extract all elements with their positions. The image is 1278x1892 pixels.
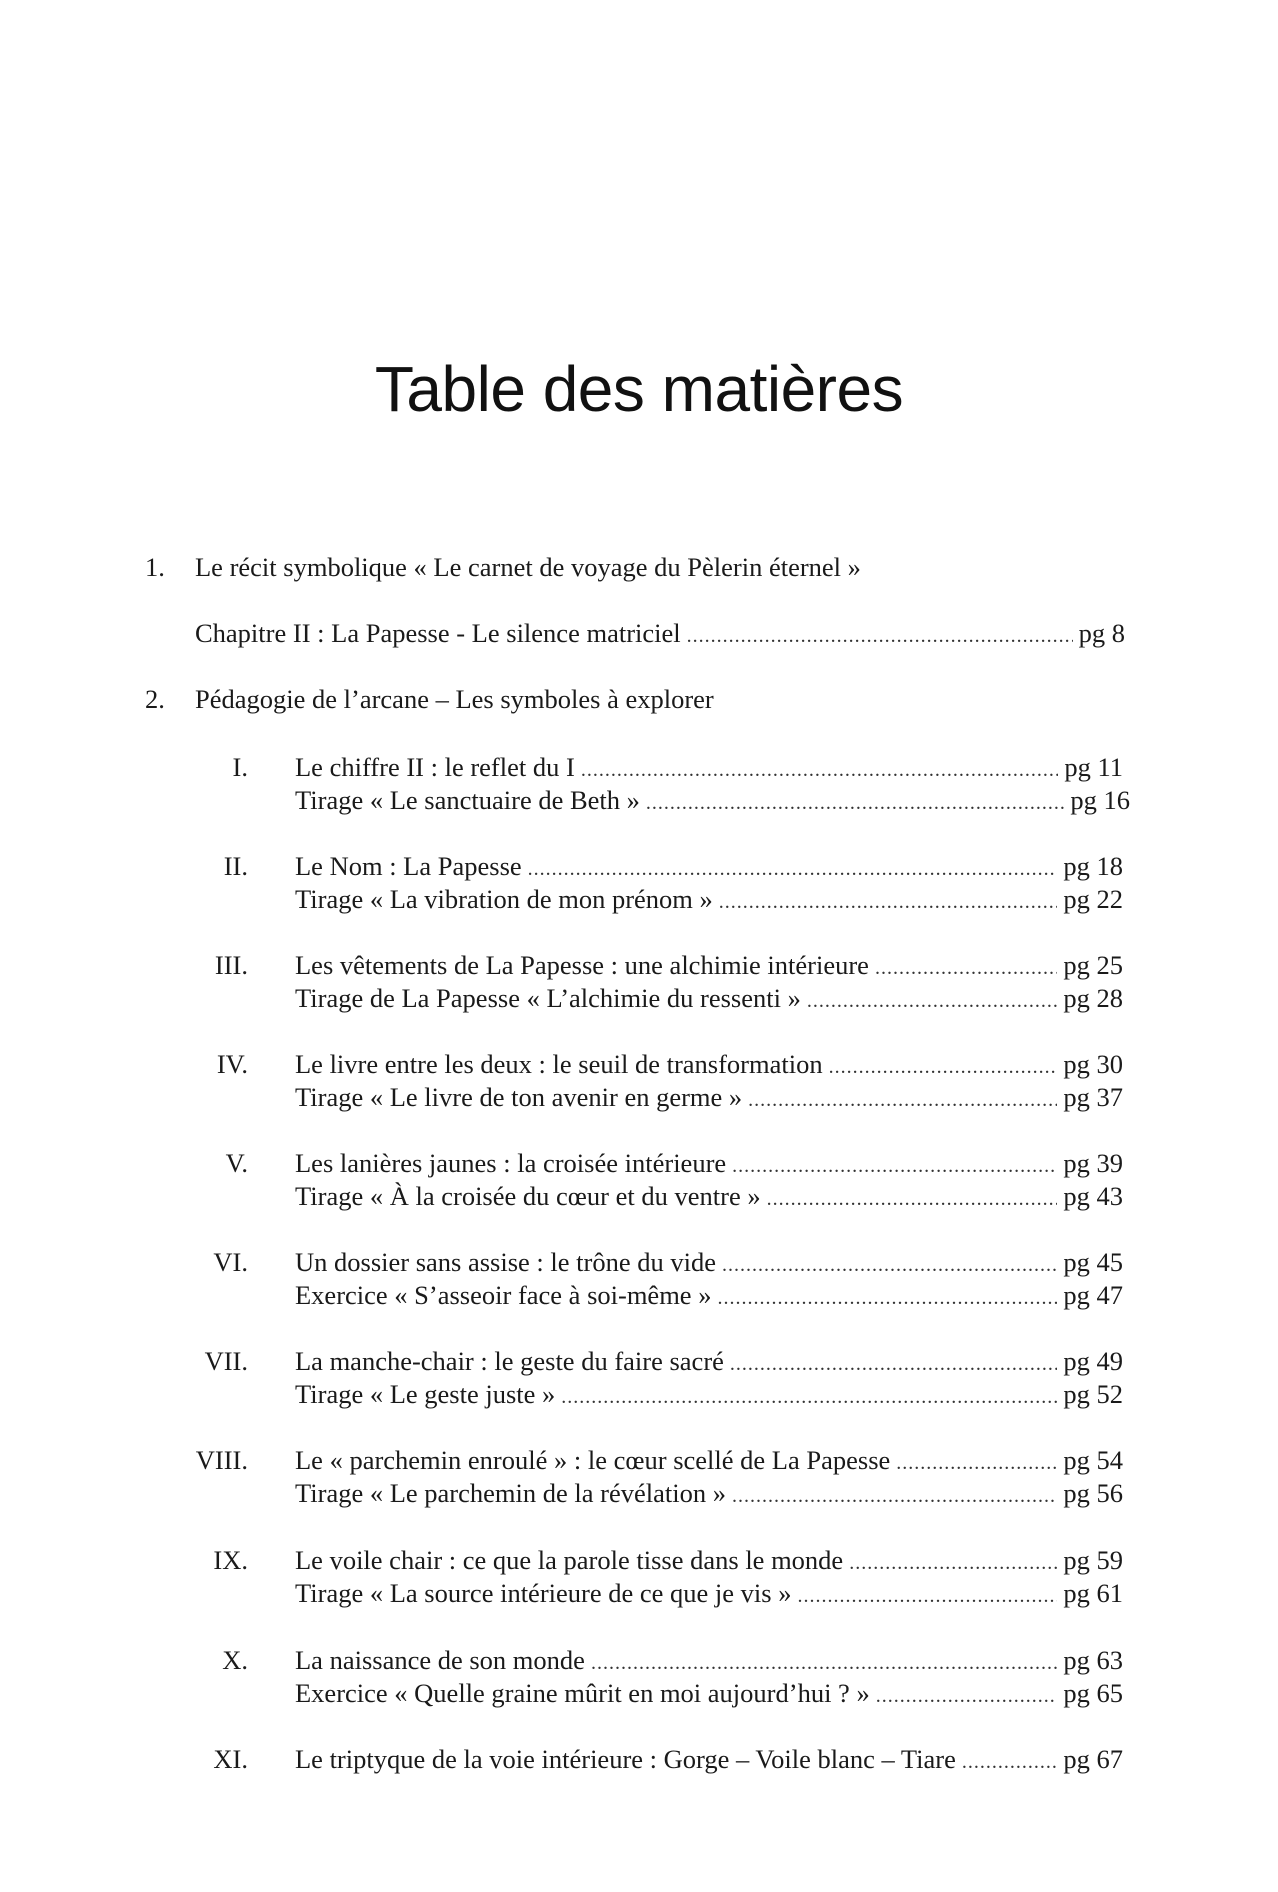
entry-page: pg 43 xyxy=(1063,1181,1123,1211)
entry-label: Le « parchemin enroulé » : le cœur scellé de La Papesse xyxy=(295,1445,891,1475)
entry-page: pg 28 xyxy=(1063,983,1123,1013)
leader-dots xyxy=(748,1089,1057,1112)
leader-dots xyxy=(732,1155,1057,1178)
roman-numeral: X. xyxy=(222,1645,248,1675)
leader-dots xyxy=(591,1652,1057,1675)
leader-dots xyxy=(797,1585,1057,1608)
toc-entry[interactable] xyxy=(295,785,1130,816)
entry-page: pg 30 xyxy=(1063,1049,1123,1079)
entry-page: pg 18 xyxy=(1063,851,1123,881)
entry-label: Tirage « À la croisée du cœur et du ventre » xyxy=(295,1181,761,1211)
entry-page: pg 65 xyxy=(1063,1678,1123,1708)
leader-dots xyxy=(876,1685,1058,1708)
toc-entry[interactable] xyxy=(295,1545,1123,1576)
entry-page: pg 67 xyxy=(1063,1744,1123,1774)
roman-numeral: III. xyxy=(214,950,248,980)
entry-page: pg 25 xyxy=(1063,950,1123,980)
entry-label: Chapitre II : La Papesse - Le silence matriciel xyxy=(195,618,681,648)
entry-page: pg 37 xyxy=(1063,1082,1123,1112)
entry-label: Tirage de La Papesse « L’alchimie du ressenti » xyxy=(295,983,801,1013)
toc-entry[interactable] xyxy=(295,1744,1123,1775)
toc-entry[interactable] xyxy=(295,1247,1123,1278)
entry-label: Exercice « Quelle graine mûrit en moi aujourd’hui ? » xyxy=(295,1678,870,1708)
roman-numeral: VII. xyxy=(204,1346,248,1376)
leader-dots xyxy=(807,990,1058,1013)
part-label: Pédagogie de l’arcane – Les symboles à explorer xyxy=(195,684,714,714)
leader-dots xyxy=(849,1552,1057,1575)
part-label: Le récit symbolique « Le carnet de voyage du Pèlerin éternel » xyxy=(195,552,861,582)
toc-entry[interactable] xyxy=(295,1148,1123,1179)
entry-page: pg 49 xyxy=(1063,1346,1123,1376)
roman-numeral: I. xyxy=(232,752,248,782)
entry-label: Les vêtements de La Papesse : une alchimie intérieure xyxy=(295,950,869,980)
entry-page: pg 61 xyxy=(1063,1578,1123,1608)
toc-entry[interactable] xyxy=(295,1678,1123,1709)
entry-label: La naissance de son monde xyxy=(295,1645,585,1675)
roman-numeral: V. xyxy=(225,1148,248,1178)
leader-dots xyxy=(646,792,1064,815)
toc-entry[interactable] xyxy=(295,851,1123,882)
leader-dots xyxy=(717,1287,1057,1310)
toc-entry[interactable] xyxy=(295,1280,1123,1311)
entry-label: Un dossier sans assise : le trône du vide xyxy=(295,1247,716,1277)
toc-entry[interactable] xyxy=(295,1082,1123,1113)
toc-entry[interactable] xyxy=(295,884,1123,915)
leader-dots xyxy=(722,1254,1057,1277)
part-number: 2. xyxy=(145,684,165,714)
toc-entry[interactable] xyxy=(295,1049,1123,1080)
leader-dots xyxy=(719,891,1058,914)
roman-numeral: XI. xyxy=(213,1744,248,1774)
entry-page: pg 63 xyxy=(1063,1645,1123,1675)
entry-label: Tirage « Le livre de ton avenir en germe » xyxy=(295,1082,743,1112)
entry-page: pg 47 xyxy=(1063,1280,1123,1310)
toc-entry[interactable] xyxy=(295,950,1123,981)
toc-entry[interactable] xyxy=(295,1445,1123,1476)
toc-entry[interactable] xyxy=(295,752,1123,783)
entry-label: Tirage « La source intérieure de ce que je vis » xyxy=(295,1578,792,1608)
entry-page: pg 16 xyxy=(1070,785,1130,815)
leader-dots xyxy=(687,625,1073,648)
leader-dots xyxy=(875,957,1057,980)
leader-dots xyxy=(767,1188,1058,1211)
part-1 xyxy=(145,552,861,583)
entry-label: Le voile chair : ce que la parole tisse dans le monde xyxy=(295,1545,844,1575)
entry-label: La manche-chair : le geste du faire sacré xyxy=(295,1346,724,1376)
toc-entry[interactable] xyxy=(295,1181,1123,1212)
entry-page: pg 54 xyxy=(1063,1445,1123,1475)
toc-entry-chapter-ii[interactable] xyxy=(195,618,1125,649)
roman-numeral: IV. xyxy=(216,1049,248,1079)
entry-page: pg 45 xyxy=(1063,1247,1123,1277)
entry-page: pg 22 xyxy=(1063,884,1123,914)
entry-page: pg 39 xyxy=(1063,1148,1123,1178)
entry-label: Exercice « S’asseoir face à soi-même » xyxy=(295,1280,712,1310)
toc-entry[interactable] xyxy=(295,1578,1123,1609)
page-title: Table des matières xyxy=(374,353,904,425)
entry-page: pg 56 xyxy=(1063,1478,1123,1508)
leader-dots xyxy=(896,1452,1057,1475)
entry-label: Tirage « Le parchemin de la révélation » xyxy=(295,1478,726,1508)
entry-label: Le triptyque de la voie intérieure : Gorge – Voile blanc – Tiare xyxy=(295,1744,956,1774)
entry-label: Les lanières jaunes : la croisée intérieure xyxy=(295,1148,727,1178)
roman-numeral: II. xyxy=(223,851,248,881)
entry-label: Le Nom : La Papesse xyxy=(295,851,522,881)
toc-entry[interactable] xyxy=(295,1346,1123,1377)
entry-label: Le chiffre II : le reflet du I xyxy=(295,752,575,782)
entry-label: Tirage « Le sanctuaire de Beth » xyxy=(295,785,640,815)
entry-page: pg 8 xyxy=(1078,618,1125,648)
toc-entry[interactable] xyxy=(295,1645,1123,1676)
part-number: 1. xyxy=(145,552,165,582)
toc-entry[interactable] xyxy=(295,983,1123,1014)
part-2 xyxy=(145,684,714,715)
leader-dots xyxy=(730,1353,1057,1376)
toc-entry[interactable] xyxy=(295,1478,1123,1509)
entry-page: pg 11 xyxy=(1064,752,1123,782)
entry-page: pg 52 xyxy=(1063,1379,1123,1409)
entry-label: Tirage « Le geste juste » xyxy=(295,1379,556,1409)
entry-label: Tirage « La vibration de mon prénom » xyxy=(295,884,713,914)
leader-dots xyxy=(581,759,1059,782)
roman-numeral: VIII. xyxy=(195,1445,248,1475)
leader-dots xyxy=(561,1386,1057,1409)
leader-dots xyxy=(528,858,1058,881)
leader-dots xyxy=(732,1485,1057,1508)
entry-label: Le livre entre les deux : le seuil de transformation xyxy=(295,1049,823,1079)
roman-numeral: IX. xyxy=(213,1545,248,1575)
entry-page: pg 59 xyxy=(1063,1545,1123,1575)
roman-numeral: VI. xyxy=(213,1247,248,1277)
leader-dots xyxy=(962,1751,1058,1774)
leader-dots xyxy=(829,1056,1058,1079)
toc-entry[interactable] xyxy=(295,1379,1123,1410)
